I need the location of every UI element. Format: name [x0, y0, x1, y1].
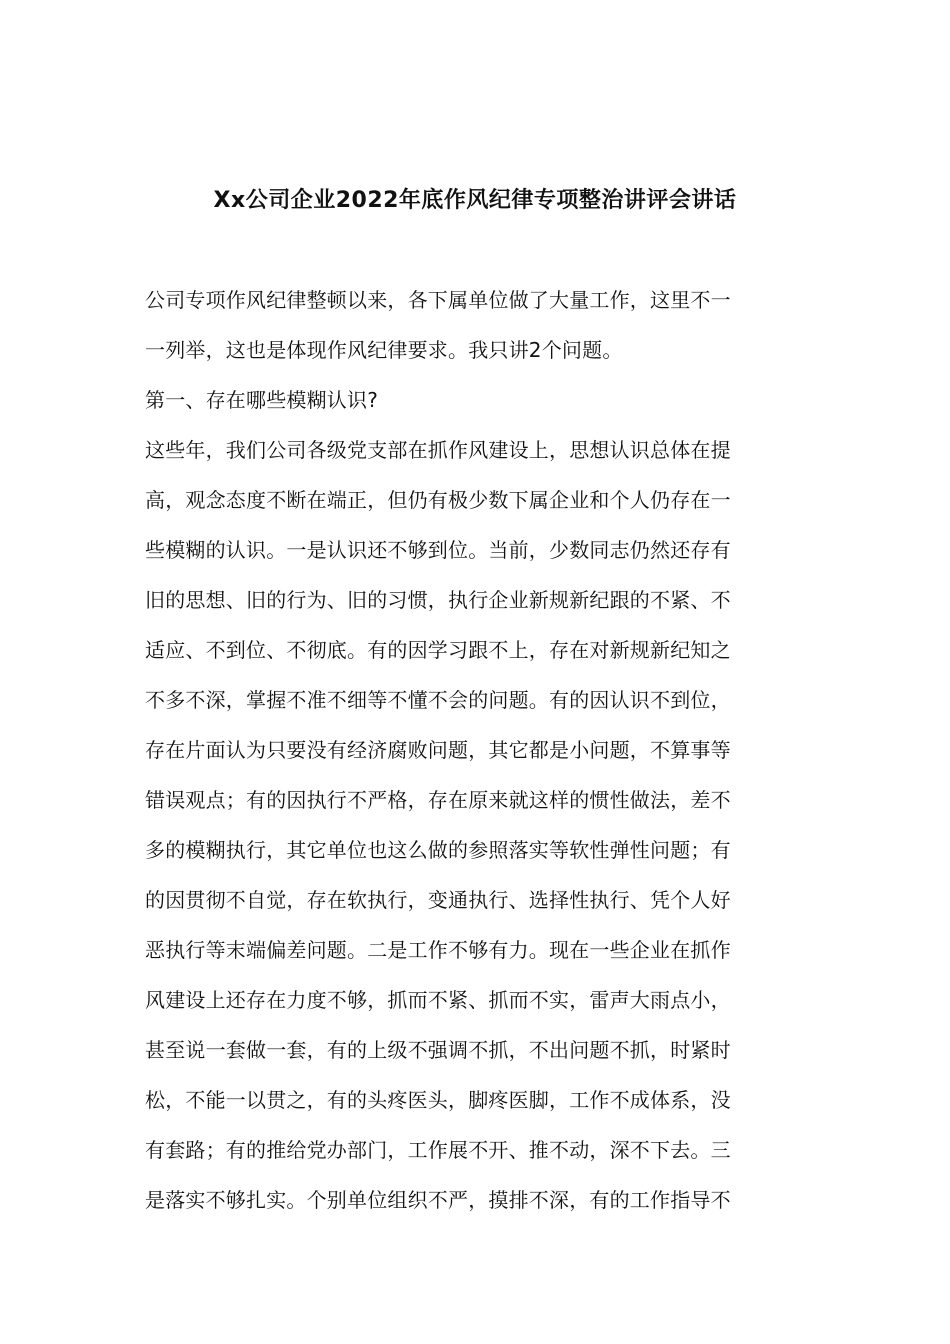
body-line: 不多不深，掌握不准不细等不懂不会的问题。有的因认识不到位，: [145, 688, 731, 712]
section-heading: 第一、存在哪些模糊认识?: [145, 388, 379, 412]
body-line: 这些年，我们公司各级党支部在抓作风建设上，思想认识总体在提: [145, 438, 731, 462]
body-line: 的因贯彻不自觉，存在软执行，变通执行、选择性执行、凭个人好: [145, 888, 731, 912]
body-line: 恶执行等末端偏差问题。二是工作不够有力。现在一些企业在抓作: [145, 938, 731, 962]
body-line: 松，不能一以贯之，有的头疼医头，脚疼医脚，工作不成体系，没: [145, 1088, 731, 1112]
document-body: [145, 285, 810, 1235]
body-line: 有套路；有的推给党办部门，工作展不开、推不动，深不下去。三: [145, 1138, 731, 1162]
body-line: 高，观念态度不断在端正，但仍有极少数下属企业和个人仍存在一: [145, 488, 731, 512]
body-line: 一列举，这也是体现作风纪律要求。我只讲2个问题。: [145, 338, 623, 362]
body-line: 是落实不够扎实。个别单位组织不严，摸排不深，有的工作指导不: [145, 1188, 731, 1212]
body-line: 适应、不到位、不彻底。有的因学习跟不上，存在对新规新纪知之: [145, 638, 731, 662]
body-line: 多的模糊执行，其它单位也这么做的参照落实等软性弹性问题；有: [145, 838, 731, 862]
body-line: 些模糊的认识。一是认识还不够到位。当前，少数同志仍然还存有: [145, 538, 731, 562]
body-line: 公司专项作风纪律整顿以来，各下属单位做了大量工作，这里不一: [145, 288, 731, 312]
body-line: 存在片面认为只要没有经济腐败问题，其它都是小问题，不算事等: [145, 738, 731, 762]
body-line: 旧的思想、旧的行为、旧的习惯，执行企业新规新纪跟的不紧、不: [145, 588, 731, 612]
body-line: 风建设上还存在力度不够，抓而不紧、抓而不实，雷声大雨点小，: [145, 988, 731, 1012]
document-title: Xx公司企业2022年底作风纪律专项整治讲评会讲话: [213, 188, 737, 213]
body-line: 甚至说一套做一套，有的上级不强调不抓，不出问题不抓，时紧时: [145, 1038, 731, 1062]
body-line: 错误观点；有的因执行不严格，存在原来就这样的惯性做法，差不: [145, 788, 731, 812]
